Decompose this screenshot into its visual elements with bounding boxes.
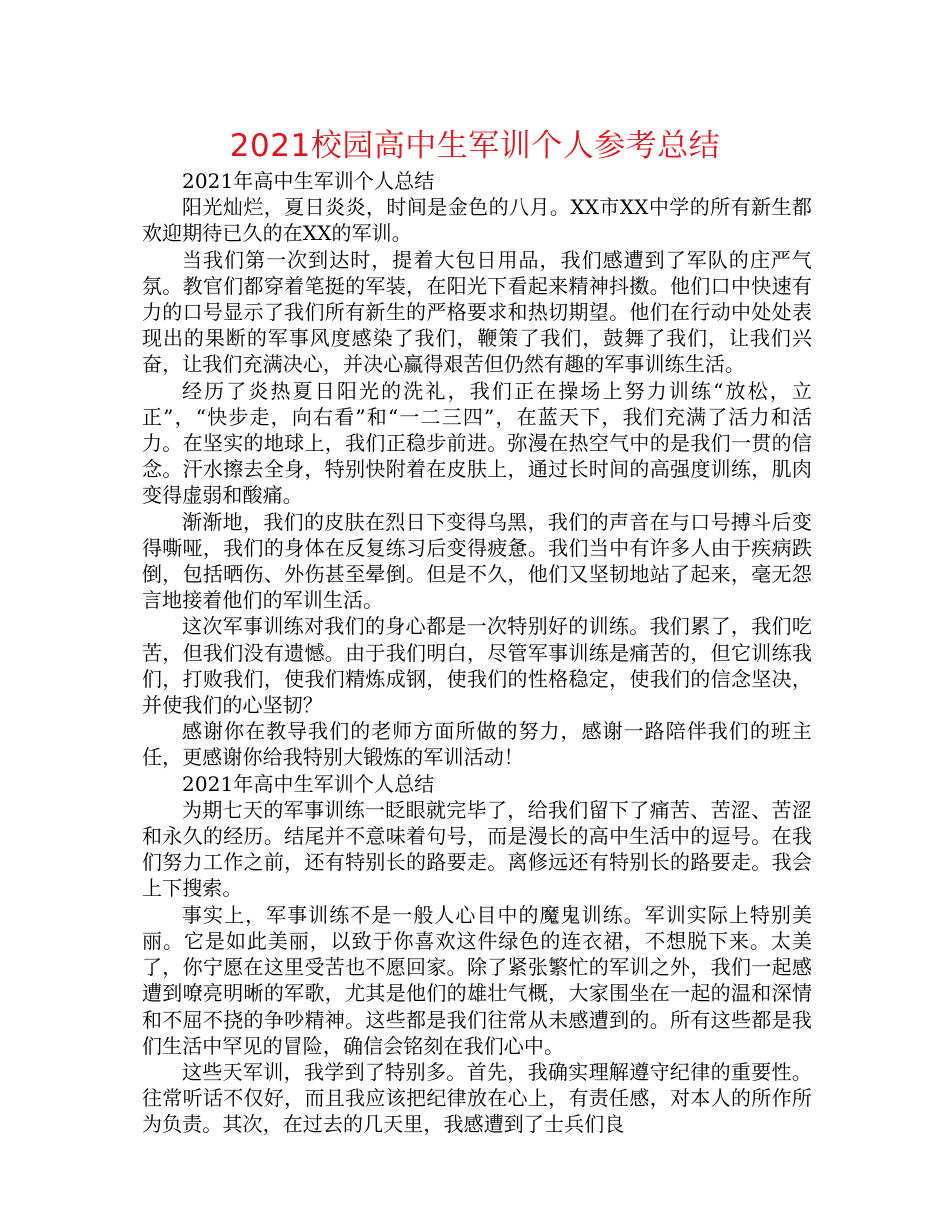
subheading-paragraph: 2021年高中生军训个人总结 [182, 771, 435, 796]
body-paragraph: 当我们第一次到达时，提着大包日用品，我们感遭到了军队的庄严气氛。教官们都穿着笔挺的军装，在阳光下看起来精神抖擞。他们口中快速有力的口号显示了我们所有新生的严格要求和热切期望。他们在行动中处处表现出的果断的军事风度感染了我们，鞭策了我们，鼓舞了我们，让我们兴奋，让我们充满决心，并决心赢得艰苦但仍然有趣的军事训练生活。 [142, 247, 812, 377]
body-paragraph: 阳光灿烂，夏日炎炎，时间是金色的八月。XX市XX中学的所有新生都欢迎期待已久的在XX的军训。 [142, 195, 812, 246]
document-title: 2021校园高中生军训个人参考总结 [229, 128, 721, 164]
subheading-paragraph: 2021年高中生军训个人总结 [182, 169, 435, 193]
body-paragraph: 经历了炎热夏日阳光的洗礼，我们正在操场上努力训练“放松，立正”，“快步走，向右看”和“一二三四”，在蓝天下，我们充满了活力和活力。在坚实的地球上，我们正稳步前进。弥漫在热空气中的是我们一贯的信念。汗水擦去全身，特别快附着在皮肤上，通过长时间的高强度训练，肌肉变得虚弱和酸痛。 [142, 378, 812, 508]
body-paragraph: 感谢你在教导我们的老师方面所做的努力，感谢一路陪伴我们的班主任，更感谢你给我特别大锻炼的军训活动！ [142, 719, 812, 770]
body-paragraph: 这些天军训，我学到了特别多。首先，我确实理解遵守纪律的重要性。往常听话不仅好，而且我应该把纪律放在心上，有责任感，对本人的所作所为负责。其次，在过去的几天里，我感遭到了士兵们良 [142, 1059, 812, 1137]
body-paragraph: 这次军事训练对我们的身心都是一次特别好的训练。我们累了，我们吃苦，但我们没有遗憾。由于我们明白，尽管军事训练是痛苦的，但它训练我们，打败我们，使我们精炼成钢，使我们的性格稳定，使我们的信念坚决，并使我们的心坚韧？ [142, 614, 812, 718]
document-body [142, 168, 812, 1138]
body-paragraph: 渐渐地，我们的皮肤在烈日下变得乌黑，我们的声音在与口号搏斗后变得嘶哑，我们的身体在反复练习后变得疲惫。我们当中有许多人由于疾病跌倒，包括晒伤、外伤甚至晕倒。但是不久，他们又坚韧地站了起来，毫无怨言地接着他们的军训生活。 [142, 509, 812, 613]
body-paragraph: 事实上，军事训练不是一般人心目中的魔鬼训练。军训实际上特别美丽。它是如此美丽，以致于你喜欢这件绿色的连衣裙，不想脱下来。太美了，你宁愿在这里受苦也不愿回家。除了紧张繁忙的军训之外，我们一起感遭到嘹亮明晰的军歌，尤其是他们的雄壮气概，大家围坐在一起的温和深情和不屈不挠的争吵精神。这些都是我们往常从未感遭到的。所有这些都是我们生活中罕见的冒险，确信会铭刻在我们心中。 [142, 902, 812, 1058]
body-paragraph: 为期七天的军事训练一眨眼就完毕了，给我们留下了痛苦、苦涩、苦涩和永久的经历。结尾并不意味着句号，而是漫长的高中生活中的逗号。在我们努力工作之前，还有特别长的路要走。离修远还有特别长的路要走。我会上下搜索。 [142, 797, 812, 901]
